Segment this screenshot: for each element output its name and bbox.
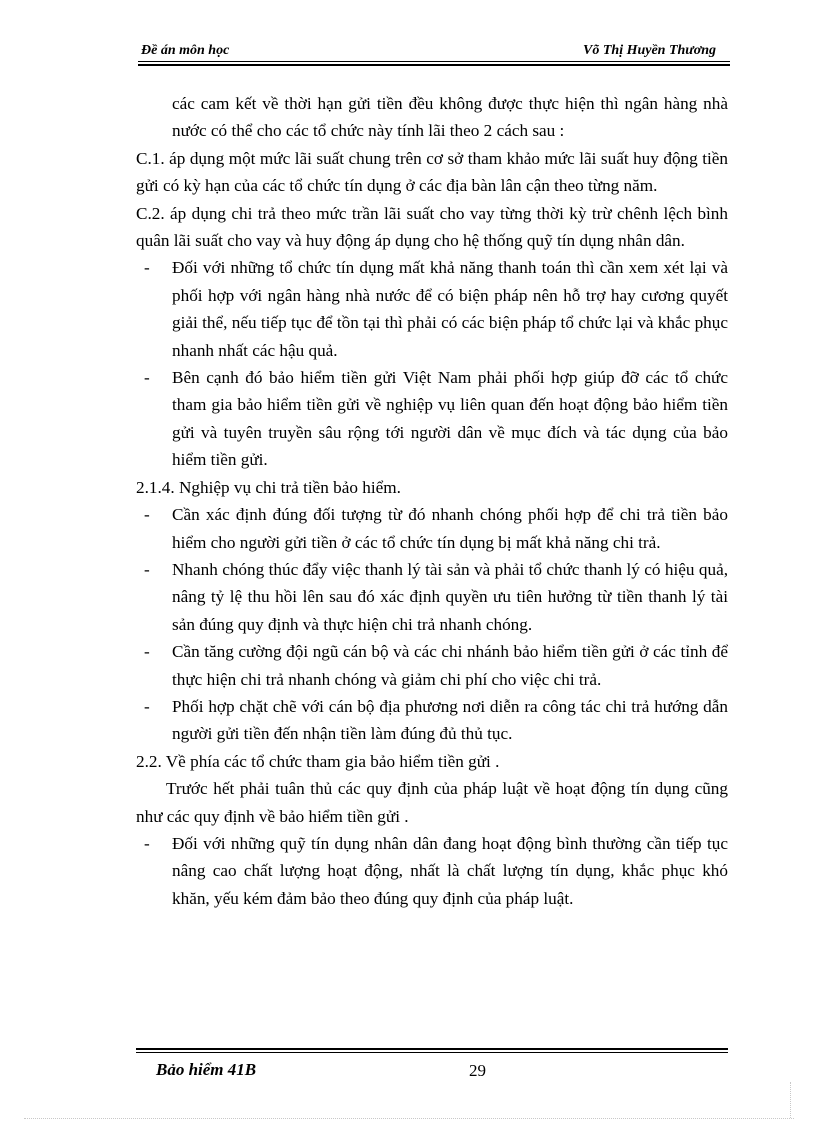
- page-edge-dotted-right: [790, 1082, 791, 1118]
- page-footer: [136, 1048, 728, 1088]
- list-item: [136, 254, 728, 364]
- list-item: [136, 693, 728, 748]
- list-item-text: Phối hợp chặt chẽ với cán bộ địa phương nơi diễn ra công tác chi trả hướng dẫn người gửi tiền đến nhận tiền làm đúng đủ thủ tục.: [172, 696, 728, 744]
- paragraph-compliance: Trước hết phải tuân thủ các quy định của pháp luật về hoạt động tín dụng cũng như các quy định về bảo hiểm tiền gửi .: [136, 779, 728, 826]
- bullet-dash: -: [144, 258, 150, 278]
- header-author-name: Võ Thị Huyền Thương: [583, 43, 716, 58]
- section-heading-2-2: 2.2. Về phía các tổ chức tham gia bảo hiểm tiền gửi .: [136, 751, 500, 771]
- page-header: [138, 42, 730, 72]
- list-item: [136, 638, 728, 693]
- bullet-dash: -: [144, 642, 150, 662]
- header-course-title: Đề án môn học: [141, 43, 230, 58]
- list-item: [136, 501, 728, 556]
- section-heading-2-1-4: 2.1.4. Nghiệp vụ chi trả tiền bảo hiểm.: [136, 477, 401, 497]
- bullet-dash: -: [144, 505, 150, 525]
- document-body: [136, 90, 728, 912]
- header-rule-thin: [138, 61, 730, 62]
- page-number: 29: [469, 1061, 486, 1080]
- bullet-dash: -: [144, 833, 150, 853]
- list-item-text: Bên cạnh đó bảo hiểm tiền gửi Việt Nam phải phối hợp giúp đỡ các tổ chức tham gia bảo hiểm tiền gửi về nghiệp vụ liên quan đến hoạt động bảo hiểm tiền gửi và tuyên truyền sâu rộng tới người dân về mục đích và tác dụng của bảo hiểm tiền gửi.: [172, 368, 728, 470]
- page-edge-dotted-bottom: [24, 1118, 794, 1119]
- footer-rule-thick: [136, 1048, 728, 1050]
- bullet-dash: -: [144, 368, 150, 388]
- list-item: [136, 830, 728, 912]
- bullet-dash: -: [144, 696, 150, 716]
- bullet-dash: -: [144, 559, 150, 579]
- list-item-text: Cần xác định đúng đối tượng từ đó nhanh chóng phối hợp để chi trả tiền bảo hiểm cho người gửi tiền ở các tổ chức tín dụng bị mất khả năng chi trả.: [172, 505, 728, 552]
- list-item: [136, 364, 728, 474]
- paragraph-c2: C.2. áp dụng chi trả theo mức trần lãi suất cho vay từng thời kỳ trừ chênh lệch bình quân lãi suất cho vay và huy động áp dụng cho hệ thống quỹ tín dụng nhân dân.: [136, 203, 728, 251]
- header-rule-thick: [138, 64, 730, 66]
- list-item-text: Nhanh chóng thúc đẩy việc thanh lý tài sản và phải tổ chức thanh lý có hiệu quả, nâng tỷ lệ thu hồi lên sau đó xác định quyền ưu tiên hưởng từ tiền thanh lý tài sản đúng quy định và thực hiện chi trả nhanh chóng.: [172, 559, 728, 634]
- list-item-text: Đối với những tổ chức tín dụng mất khả năng thanh toán thì cần xem xét lại và phối hợp với ngân hàng nhà nước để có biện pháp nên hỗ trợ hay cương quyết giải thể, nếu tiếp tục để tồn tại thì phải có các biện pháp tổ chức lại và khắc phục nhanh nhất các hậu quả.: [172, 258, 728, 360]
- footer-rule-thin: [136, 1052, 728, 1053]
- paragraph-c1: C.1. áp dụng một mức lãi suất chung trên cơ sở tham khảo mức lãi suất huy động tiền gửi có kỳ hạn của các tổ chức tín dụng ở các địa bàn lân cận theo từng năm.: [136, 148, 728, 196]
- paragraph-interest-methods: các cam kết về thời hạn gửi tiền đều không được thực hiện thì ngân hàng nhà nước có thể cho các tổ chức này tính lãi theo 2 cách sau :: [172, 94, 728, 141]
- list-item-text: Đối với những quỹ tín dụng nhân dân đang hoạt động bình thường cần tiếp tục nâng cao chất lượng hoạt động, nhất là chất lượng tín dụng, khắc phục khó khăn, yếu kém đảm bảo theo đúng quy định của pháp luật.: [172, 833, 728, 908]
- footer-class-label: Bảo hiểm 41B: [156, 1060, 257, 1079]
- list-item-text: Cần tăng cường đội ngũ cán bộ và các chi nhánh bảo hiểm tiền gửi ở các tỉnh để thực hiện chi trả nhanh chóng và giảm chi phí cho việc chi trả.: [172, 642, 728, 689]
- list-item: [136, 556, 728, 638]
